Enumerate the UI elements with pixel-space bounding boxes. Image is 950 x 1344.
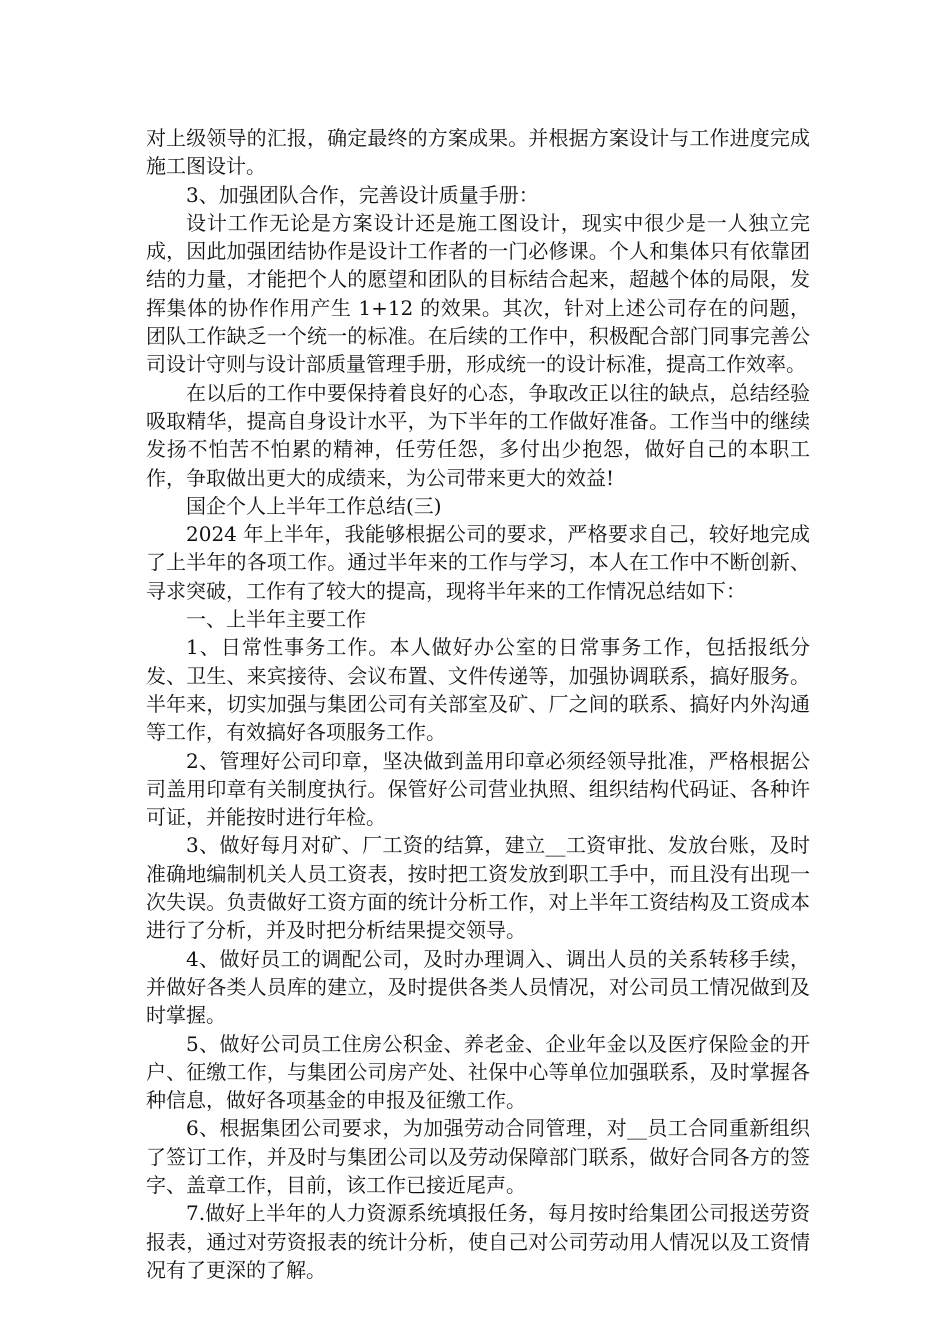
list-item: 6、根据集团公司要求，为加强劳动合同管理，对__员工合同重新组织了签订工作，并及时与集团公司以及劳动保障部门联系，做好合同各方的签字、盖章工作，目前，该工作已接近尾声。: [146, 1116, 810, 1197]
paragraph-teamwork: 设计工作无论是方案设计还是施工图设计，现实中很少是一人独立完成，因此加强团结协作是设计工作者的一门必修课。个人和集体只有依靠团结的力量，才能把个人的愿望和团队的目标结合起来，超越个体的局限，发挥集体的协作作用产生 1+12 的效果。其次，针对上述公司存在的问题，团队工作缺乏一个统一的标准。在后续的工作中，积极配合部门同事完善公司设计守则与设计部质量管理手册，形成统一的设计标准，提高工作效率。: [146, 210, 810, 377]
subsection-title: 一、上半年主要工作: [186, 607, 366, 632]
paragraph-intro: 2024 年上半年，我能够根据公司的要求，严格要求自己，较好地完成了上半年的各项工作。通过半年来的工作与学习，本人在工作中不断创新、寻求突破，工作有了较大的提高，现将半年来的工作情况总结如下：: [146, 522, 810, 603]
list-item: 5、做好公司员工住房公积金、养老金、企业年金以及医疗保险金的开户、征缴工作，与集团公司房产处、社保中心等单位加强联系，及时掌握各种信息，做好各项基金的申报及征缴工作。: [146, 1031, 810, 1113]
list-item: 7.做好上半年的人力资源系统填报任务，每月按时给集团公司报送劳资报表，通过对劳资报表的统计分析，使自己对公司劳动用人情况以及工资情况有了更深的了解。: [146, 1201, 810, 1282]
list-item: 1、日常性事务工作。本人做好办公室的日常事务工作，包括报纸分发、卫生、来宾接待、会议布置、文件传递等，加强协调联系，搞好服务。半年来，切实加强与集团公司有关部室及矿、厂之间的联系、搞好内外沟通等工作，有效搞好各项服务工作。: [146, 635, 810, 745]
section-title: 国企个人上半年工作总结(三): [186, 493, 442, 518]
list-item: 3、做好每月对矿、厂工资的结算，建立__工资审批、发放台账，及时准确地编制机关人员工资表，按时把工资发放到职工手中，而且没有出现一次失误。负责做好工资方面的统计分析工作，对上半年工资结构及工资成本进行了分析，并及时把分析结果提交领导。: [146, 833, 810, 943]
document-body: [146, 124, 810, 1284]
paragraph-future-work: 在以后的工作中要保持着良好的心态，争取改正以往的缺点，总结经验吸取精华，提高自身设计水平，为下半年的工作做好准备。工作当中的继续发扬不怕苦不怕累的精神，任劳任怨，多付出少抱怨，做好自己的本职工作，争取做出更大的成绩来，为公司带来更大的效益!: [146, 380, 810, 490]
list-item: 2、管理好公司印章，坚决做到盖用印章必须经领导批准，严格根据公司盖用印章有关制度执行。保管好公司营业执照、组织结构代码证、各种许可证，并能按时进行年检。: [146, 748, 810, 830]
paragraph-continuation: 对上级领导的汇报，确定最终的方案成果。并根据方案设计与工作进度完成施工图设计。: [146, 126, 810, 179]
list-item: 4、做好员工的调配公司，及时办理调入、调出人员的关系转移手续，并做好各类人员库的建立，及时提供各类人员情况，对公司员工情况做到及时掌握。: [146, 946, 810, 1028]
paragraph-heading-team-cooperation: 3、加强团队合作，完善设计质量手册：: [186, 182, 539, 207]
